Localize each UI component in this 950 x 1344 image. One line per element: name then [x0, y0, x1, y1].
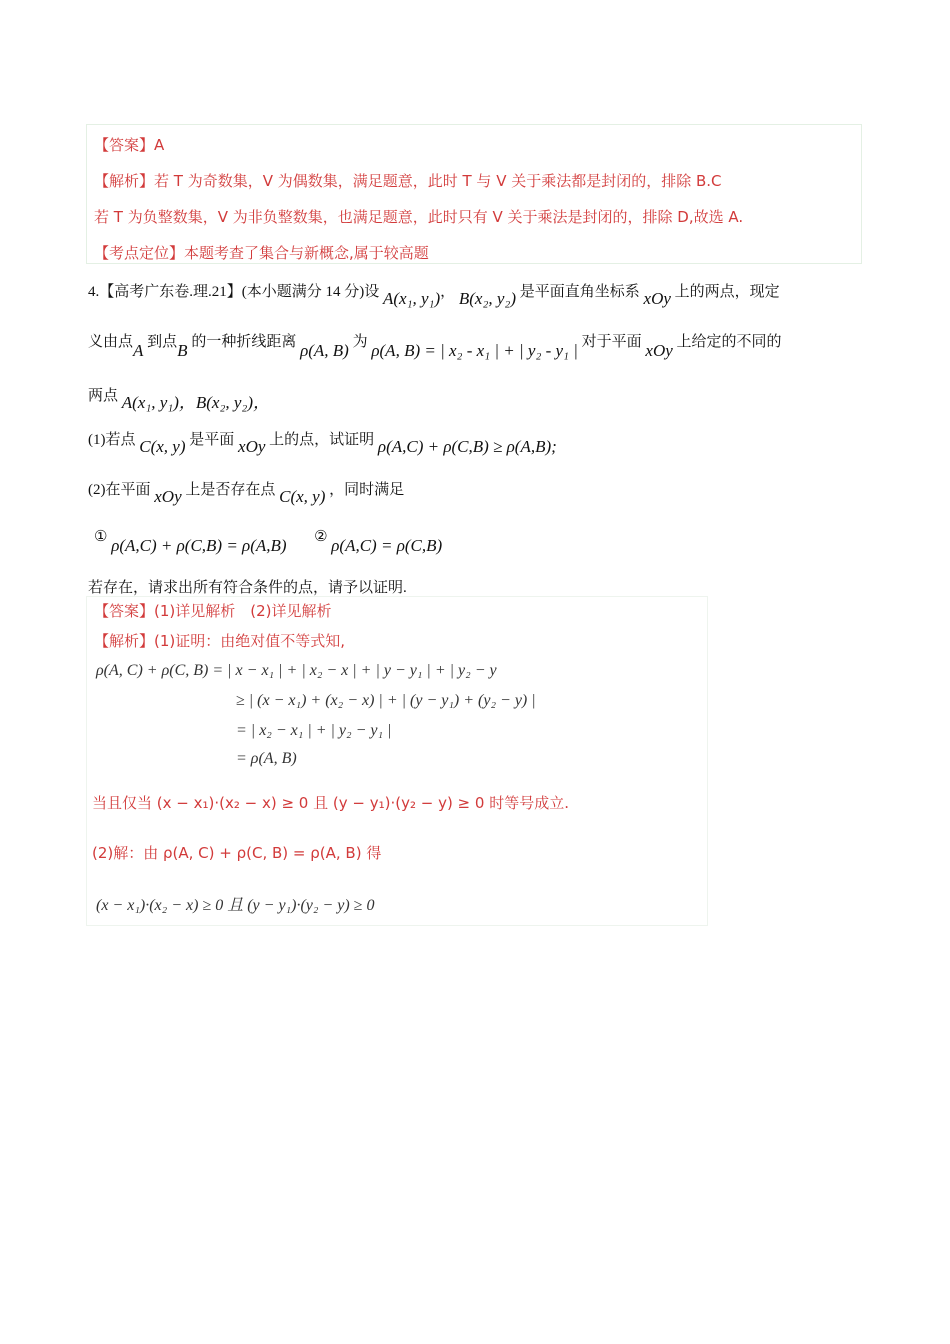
question-text: 义由点	[88, 334, 134, 350]
proof-equation-4: = ρ(A, B)	[236, 750, 297, 767]
condition-2: ρ(A,C) = ρ(C,B)	[331, 536, 443, 555]
question-text: (2)在平面	[88, 482, 151, 498]
question-last-line: 若存在，请求出所有符合条件的点，请予以证明.	[88, 580, 407, 596]
question-line-1	[88, 280, 780, 308]
part2-condition: (x − x₁)·(x₂ − x) ≥ 0 且 (y − y₁)·(y₂ − y) ≥ 0	[96, 897, 375, 914]
point-a-label: A	[133, 341, 144, 360]
question-text: ，同时满足	[329, 482, 405, 498]
question-text: 上是否存在点	[185, 482, 276, 498]
prev-exam-point: 【考点定位】本题考查了集合与新概念,属于较高题	[94, 244, 429, 262]
prev-answer: 【答案】A	[94, 136, 165, 154]
coordinate-system: xOy	[643, 289, 671, 308]
question-text: 对于平面	[581, 334, 642, 350]
question-text: 是平面	[189, 432, 235, 448]
proof-equation-2: ≥ | (x − x₁) + (x₂ − x) | + | (y − y₁) + (y₂ − y) |	[236, 692, 536, 709]
question-line-2	[88, 330, 782, 360]
conditions	[94, 526, 443, 555]
question-text: 为	[352, 334, 368, 350]
coordinate-system: xOy	[238, 437, 266, 456]
question-text: 上给定的不同的	[676, 334, 782, 350]
question-text: 两点	[88, 388, 119, 404]
question-text: 的一种折线距离	[191, 334, 297, 350]
question-intro: 4.【高考广东卷.理.21】(本小题满分 14 分)设	[88, 284, 380, 300]
proof-equation-3: = | x₂ − x₁ | + | y₂ − y₁ |	[236, 722, 392, 739]
question-line-3	[88, 380, 271, 412]
coordinate-system: xOy	[645, 341, 673, 360]
condition-1: ρ(A,C) + ρ(C,B) = ρ(A,B)	[111, 536, 287, 555]
condition-2-number: ②	[314, 529, 328, 545]
point-c: C(x, y)	[279, 487, 326, 506]
separator: ，	[440, 284, 456, 300]
prev-analysis-line1: 【解析】若 T 为奇数集，V 为偶数集，满足题意，此时 T 与 V 关于乘法都是封闭的，排除 B.C	[94, 172, 722, 190]
point-b: B(x₂, y₂)	[458, 289, 517, 308]
question-text: (1)若点	[88, 432, 136, 448]
point-b-label: B	[177, 341, 188, 360]
condition-1-number: ①	[94, 529, 108, 545]
question-text: 到点	[147, 334, 178, 350]
distance-definition: ρ(A, B) = | x₂ - x₁ | + | y₂ - y₁ |	[371, 341, 578, 360]
question-text: 上的两点，现定	[674, 284, 780, 300]
point-a: A(x₁, y₁)	[383, 289, 441, 308]
part1-statement	[88, 428, 557, 456]
point-c: C(x, y)	[139, 437, 186, 456]
solution-proof-intro: 【解析】(1)证明：由绝对值不等式知,	[94, 632, 346, 650]
two-points: A(x₁, y₁)，B(x₂, y₂)，	[121, 393, 271, 412]
coordinate-system: xOy	[154, 487, 182, 506]
equality-condition: 当且仅当 (x − x₁)·(x₂ − x) ≥ 0 且 (y − y₁)·(y₂ − y) ≥ 0 时等号成立.	[92, 794, 569, 812]
part2-solution: (2)解：由 ρ(A, C) + ρ(C, B) = ρ(A, B) 得	[92, 844, 382, 862]
prev-analysis-line2: 若 T 为负整数集，V 为非负整数集，也满足题意，此时只有 V 关于乘法是封闭的，排除 D,故选 A.	[94, 208, 744, 226]
question-text: 上的点，试证明	[269, 432, 375, 448]
triangle-inequality: ρ(A,C) + ρ(C,B) ≥ ρ(A,B);	[377, 437, 557, 456]
proof-equation-1: ρ(A, C) + ρ(C, B) = | x − x₁ | + | x₂ − x | + | y − y₁ | + | y₂ − y	[96, 662, 497, 679]
question-text: 是平面直角坐标系	[519, 284, 640, 300]
distance-symbol: ρ(A, B)	[300, 341, 349, 360]
solution-answer: 【答案】(1)详见解析 (2)详见解析	[94, 602, 332, 620]
part2-statement	[88, 478, 405, 506]
